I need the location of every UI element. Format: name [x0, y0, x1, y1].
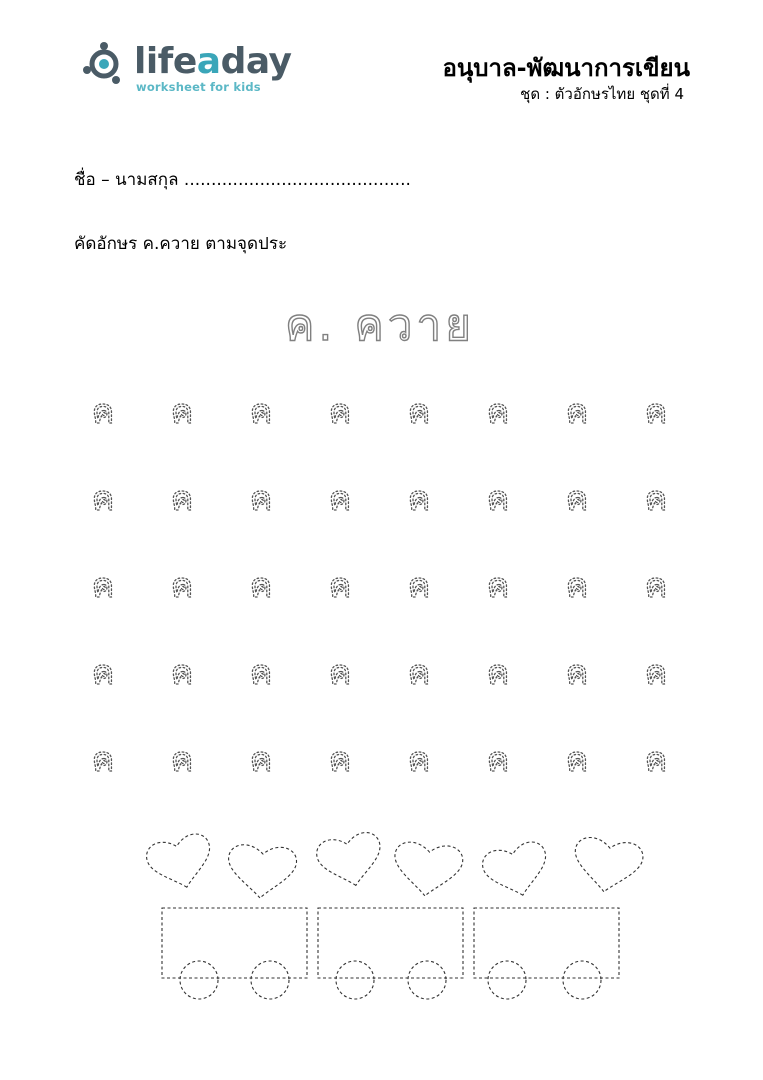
- heart-shape: [480, 839, 554, 903]
- title-trace-word: ค. ควาย: [284, 300, 476, 351]
- cart: [162, 908, 307, 999]
- instruction-text: คัดอักษร ค.ควาย ตามจุดประ: [74, 234, 288, 254]
- page-title: อนุบาล-พัฒนาการเขียน: [442, 54, 690, 82]
- trace-letter: ค: [249, 653, 273, 693]
- cart-wheel: [563, 961, 601, 999]
- trace-letter: ค: [486, 392, 510, 432]
- trace-letter: ค: [644, 479, 668, 519]
- cart-wheel: [408, 961, 446, 999]
- trace-letter: ค: [644, 566, 668, 606]
- trace-letter: ค: [407, 479, 431, 519]
- heart-shape: [314, 830, 387, 892]
- trace-letter: ค: [328, 479, 352, 519]
- trace-letter: ค: [565, 479, 589, 519]
- trace-letter: ค: [249, 566, 273, 606]
- cart-wheel: [488, 961, 526, 999]
- trace-letter: ค: [565, 740, 589, 780]
- trace-letter: ค: [249, 479, 273, 519]
- trace-letter: ค: [565, 653, 589, 693]
- trace-letter: ค: [170, 392, 194, 432]
- cart: [318, 908, 463, 999]
- trace-letter: ค: [328, 653, 352, 693]
- trace-letter: ค: [486, 740, 510, 780]
- heart-shape: [144, 831, 218, 895]
- trace-letter: ค: [91, 740, 115, 780]
- trace-letter: ค: [486, 653, 510, 693]
- trace-letter: ค: [249, 392, 273, 432]
- cart-wheel: [336, 961, 374, 999]
- trace-letter: ค: [486, 479, 510, 519]
- trace-letter: ค: [249, 740, 273, 780]
- trace-letter: ค: [170, 479, 194, 519]
- heart-shape: [391, 841, 464, 900]
- letter-grid: [92, 392, 668, 780]
- trace-letter: ค: [91, 479, 115, 519]
- heart-shape: [226, 844, 297, 901]
- trace-letter: ค: [407, 392, 431, 432]
- trace-letter: ค: [565, 392, 589, 432]
- trace-letter: ค: [407, 740, 431, 780]
- trace-letter: ค: [170, 653, 194, 693]
- trace-letter: ค: [91, 653, 115, 693]
- trace-letter: ค: [644, 392, 668, 432]
- trace-letter: ค: [170, 566, 194, 606]
- cart-wheel: [180, 961, 218, 999]
- cart-wheel: [251, 961, 289, 999]
- trace-letter: ค: [328, 392, 352, 432]
- trace-letter: ค: [644, 740, 668, 780]
- heart-shape: [570, 836, 645, 897]
- trace-letter: ค: [486, 566, 510, 606]
- logo-wordmark: lifeaday: [134, 41, 292, 82]
- trace-letter: ค: [328, 740, 352, 780]
- page-subtitle: ชุด : ตัวอักษรไทย ชุดที่ 4: [520, 85, 684, 103]
- trace-letter: ค: [91, 392, 115, 432]
- cart-train: [162, 908, 619, 999]
- trace-letter: ค: [644, 653, 668, 693]
- trace-letter: ค: [170, 740, 194, 780]
- trace-letter: ค: [565, 566, 589, 606]
- trace-letter: ค: [91, 566, 115, 606]
- name-field-line: ชื่อ – นามสกุล ..........................................: [74, 170, 411, 190]
- trace-letter: ค: [328, 566, 352, 606]
- logo-tagline: worksheet for kids: [136, 80, 261, 94]
- hearts-decoration: [144, 830, 645, 903]
- cart: [474, 908, 619, 999]
- trace-letter: ค: [407, 566, 431, 606]
- trace-letter: ค: [407, 653, 431, 693]
